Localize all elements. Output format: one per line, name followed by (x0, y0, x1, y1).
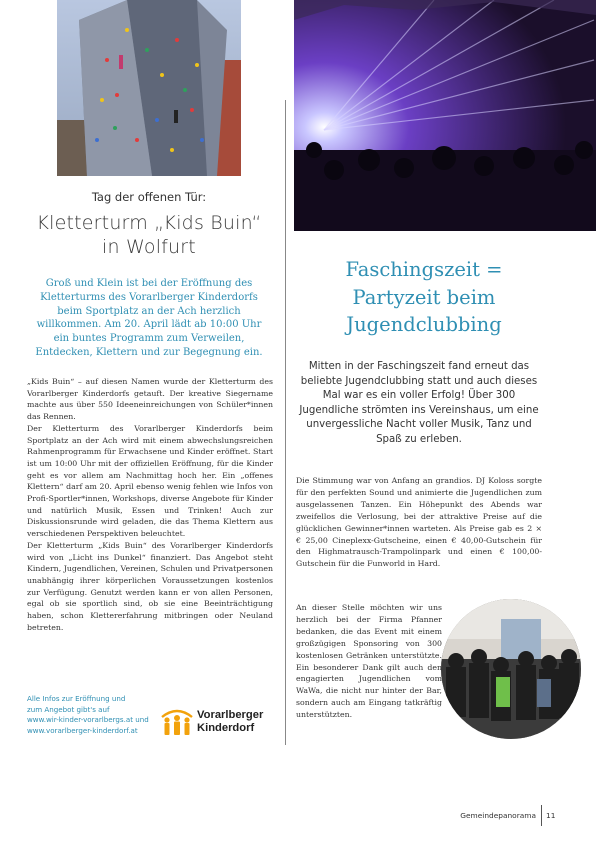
logo-text (197, 709, 263, 734)
column-divider (285, 100, 286, 745)
logo-text-line1: Vorarlberger (197, 709, 264, 721)
footer-label: Gemeindepanorama (460, 811, 536, 820)
right-headline-line2: Partyzeit beim (352, 285, 496, 309)
left-headline-line2: in Wolfurt (102, 236, 196, 258)
left-kicker: Tag der offenen Tür: (91, 190, 207, 204)
info-line: zum Angebot gibt's auf (27, 704, 110, 714)
left-paragraph: „Kids Buin“ – auf diesen Namen wurde der Kletterturm des Vorarlberger Kinderdorfs getauft. Der kreative Siegername machte aus über 550 Ideeneinreichungen von Schüler*innen das Rennen. (27, 377, 273, 422)
footer-separator (541, 805, 542, 826)
youth-crowd-photo (441, 599, 581, 739)
left-body (27, 376, 273, 633)
kinderdorf-logo-icon (160, 707, 194, 737)
left-headline-line1: Kletterturm „Kids Buin“ (36, 212, 262, 234)
info-link[interactable]: www.wir-kinder-vorarlbergs.at und (27, 715, 149, 724)
right-headline-line1: Faschingszeit = (345, 258, 503, 281)
left-paragraph: Der Kletterturm des Vorarlberger Kinderdorfs beim Sportplatz an der Ach wird mit einem abwechslungsreichen Rahmenprogramm für Erwachsene und Kinder eröffnet. Start ist um 10:00 Uhr mit der offiziellen Eröffnung, für die Kinder geht es vor allem am Nachmittag hoch her. Ein „offenes Klettern“ darf am 20. April ebenso wenig fehlen wie Infos von Profi-Sportler*innen, Workshops, diverse Angebote für Kinder und natürlich Musik, Essen und Trinken! Auch zur Diskussionsrunde wird geladen, die das Thema Klettern aus verschiedenen Perspektiven beleuchtet. (27, 423, 273, 539)
page-number: 11 (546, 811, 556, 820)
right-body (296, 475, 542, 570)
right-headline-line3: Jugendclubbing (346, 313, 502, 336)
left-paragraph: Der Kletterturm „Kids Buin“ des Vorarlberger Kinderdorfs wird von „Licht ins Dunkel“ finanziert. Das Angebot steht Kindern, Jugendlichen, Vereinen, Schulen und Privatpersonen unabhängig ihrer körperlichen Voraussetzungen kostenlos zur Verfügung. Genutzt werden kann er von allen Personen, egal ob sie sportlich sind, ob sie eine Beeinträchtigung haben, schon Klettererfahrung mitbringen oder Neuland betreten. (27, 540, 273, 632)
right-headline (300, 256, 548, 339)
info-links (27, 694, 157, 736)
info-line: Alle Infos zur Eröffnung und (27, 694, 126, 703)
logo-text-line2: Kinderdorf (197, 721, 255, 734)
kinderdorf-logo (160, 707, 275, 741)
left-headline (30, 211, 268, 259)
climbing-tower-photo (57, 0, 241, 176)
left-lead: Groß und Klein ist bei der Eröffnung des Kletterturms des Vorarlberger Kinderdorfs beim Sportplatz an der Ach herzlich willkommen. Am 20. April lädt ab 10:00 Uhr ein buntes Programm zum Verweilen, Entdecken, Klettern und zur Begegnung ein. (35, 278, 263, 358)
right-lead: Mitten in der Faschingszeit fand erneut das beliebte Jugendclubbing statt und auch dieses Mal war es ein voller Erfolg! Über 300 Jugendliche strömten ins Vereinshaus, um eine unvergessliche Nacht voller Musik, Tanz und Spaß zu erleben. (299, 361, 539, 445)
right-thanks: An dieser Stelle möchten wir uns herzlich bei der Firma Pfanner bedanken, die das Event mit einem großzügigen Sponsoring von 300 kostenlosen Getränken unterstützte. Ein besonderer Dank gilt auch den engagierten Jugendlichen vom WaWa, die nicht nur hinter der Bar, sondern auch am Eingang tatkräftig unterstützten. (296, 603, 442, 720)
party-photo (294, 0, 596, 231)
info-link[interactable]: www.vorarlberger-kinderdorf.at (27, 725, 138, 735)
right-paragraph: Die Stimmung war von Anfang an grandios. DJ Koloss sorgte für den perfekten Sound und animierte die Jugendlichen zum ausgelassenen Tanzen. Ein Höhepunkt des Abends war zweifellos die Verlosung, bei der attraktive Preise auf die glücklichen Gewinner*innen warteten. Als Preise gab es 2 × € 25,00 Cineplexx-Gutscheine, einen € 40,00-Gutschein für den Highmatrausch-Trampolinpark und einen € 100,00-Gutschein für die Funworld in Hard. (296, 476, 542, 569)
